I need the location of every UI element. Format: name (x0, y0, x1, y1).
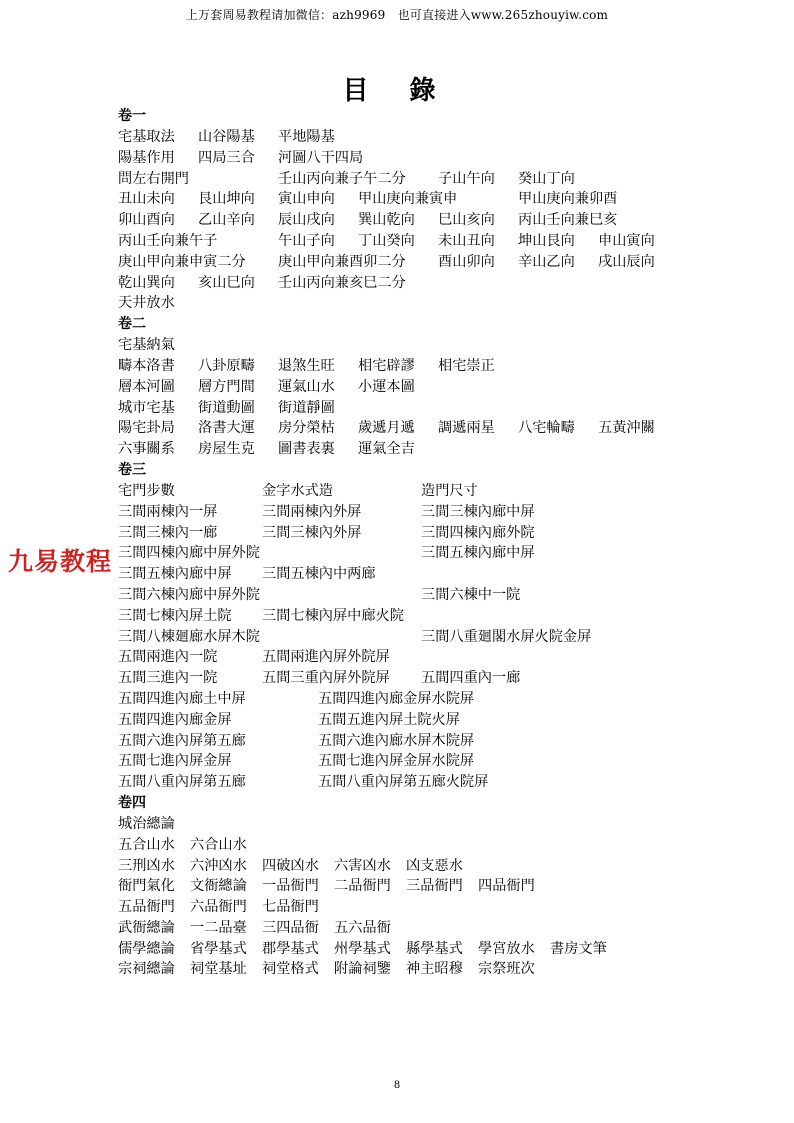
toc-entry: 三刑凶水 (118, 857, 175, 874)
toc-line (118, 502, 738, 523)
toc-entry: 二品衙門 (334, 878, 391, 895)
toc-entry: 五間四進內廊金屏 (118, 711, 232, 728)
toc-line (118, 252, 738, 273)
toc-entry: 五間七進內屏金屏 (118, 753, 232, 770)
volume-heading: 卷一 (118, 108, 146, 124)
toc-entry: 三間七棟內屏中廊火院 (262, 607, 404, 624)
toc-line (118, 731, 738, 752)
toc-entry: 五間四進內廊土中屏 (118, 690, 246, 707)
toc-line (118, 293, 738, 314)
toc-line (118, 377, 738, 398)
toc-entry: 庚山甲向兼申寅二分 (118, 253, 246, 270)
toc-entry: 三間八棟廻廊水屏木院 (118, 628, 260, 645)
toc-entry: 運氣山水 (278, 378, 335, 395)
toc-entry: 戌山辰向 (598, 253, 655, 270)
toc-line (118, 398, 738, 419)
page-number: 8 (393, 1080, 401, 1091)
page-title: 目 錄 (342, 76, 452, 106)
toc-entry: 層本河圖 (118, 378, 175, 395)
toc-entry: 疇本洛書 (118, 357, 175, 374)
toc-entry: 五間三重內屏外院屏 (262, 670, 390, 687)
toc-entry: 子山午向 (438, 170, 495, 187)
toc-entry: 乾山巽向 (118, 274, 175, 291)
toc-entry: 武衙總論 (118, 919, 175, 936)
toc-line (118, 335, 738, 356)
toc-entry: 洛書大運 (198, 420, 255, 437)
toc-entry: 城市宅基 (118, 399, 175, 416)
toc-entry: 天井放水 (118, 295, 175, 312)
toc-entry: 宅基納氣 (118, 337, 175, 354)
toc-line (118, 543, 738, 564)
toc-entry: 五間兩進內一院 (118, 649, 218, 666)
toc-entry: 五間六進內屏第五廊 (118, 732, 246, 749)
toc-entry: 壬山丙向兼子午二分 (278, 170, 406, 187)
toc-entry: 三間六棟中一院 (421, 586, 521, 603)
watermark-text: 九易教程 (8, 542, 112, 578)
toc-entry: 六品衙門 (190, 899, 247, 916)
toc-entry: 一二品臺 (190, 919, 247, 936)
toc-line (118, 148, 738, 169)
toc-entry: 陽宅卦局 (118, 420, 175, 437)
page-header: 上万套周易教程请加微信：azh9969 也可直接进入www.265zhouyiw.com (185, 8, 609, 22)
toc-line (118, 668, 738, 689)
toc-line (118, 939, 738, 960)
toc-entry: 甲山庚向兼卯酉 (518, 191, 618, 208)
toc-entry: 三間三棟內廊中屏 (421, 503, 535, 520)
toc-entry: 四品衙門 (478, 878, 535, 895)
toc-line (118, 418, 738, 439)
toc-entry: 附論祠鑒 (334, 961, 391, 978)
toc-entry: 午山子向 (278, 232, 335, 249)
toc-entry: 相宅辟謬 (358, 357, 415, 374)
table-of-contents (118, 106, 738, 980)
toc-entry: 歲遞月遞 (358, 420, 415, 437)
toc-entry: 縣學基式 (406, 940, 463, 957)
toc-entry: 三間兩棟內一屏 (118, 503, 218, 520)
toc-entry: 三間三棟內一廊 (118, 524, 218, 541)
toc-entry: 三間四棟內廊中屏外院 (118, 545, 260, 562)
toc-entry: 巽山乾向 (358, 212, 415, 229)
toc-entry: 五間八重內屏第五廊 (118, 774, 246, 791)
toc-entry: 郡學基式 (262, 940, 319, 957)
toc-entry: 五間兩進內屏外院屏 (262, 649, 390, 666)
toc-entry: 五間七進內屏金屏水院屏 (318, 753, 475, 770)
toc-line (118, 189, 738, 210)
toc-line (118, 814, 738, 835)
toc-entry: 層方門間 (198, 378, 255, 395)
toc-entry: 五黃沖關 (598, 420, 655, 437)
toc-entry: 山谷陽基 (198, 129, 255, 145)
toc-entry: 小運本圖 (358, 378, 415, 395)
toc-entry: 城治總論 (118, 815, 175, 832)
toc-entry: 儒學總論 (118, 940, 175, 957)
toc-line (118, 876, 738, 897)
toc-line (118, 606, 738, 627)
toc-line (118, 710, 738, 731)
toc-entry: 三間五棟內中两廊 (262, 566, 376, 583)
toc-line (118, 627, 738, 648)
toc-entry: 平地陽基 (278, 129, 335, 145)
toc-line (118, 564, 738, 585)
toc-entry: 凶支惡水 (406, 857, 463, 874)
toc-entry: 調遞兩星 (438, 420, 495, 437)
toc-line (118, 897, 738, 918)
toc-entry: 五合山水 (118, 836, 175, 853)
toc-entry: 八宅輪疇 (518, 420, 575, 437)
toc-line (118, 856, 738, 877)
toc-entry: 六事關系 (118, 441, 175, 458)
toc-entry: 五間四進內廊金屏水院屏 (318, 690, 475, 707)
toc-entry: 州學基式 (334, 940, 391, 957)
toc-entry: 三四品衙 (262, 919, 319, 936)
toc-entry: 丙山壬向兼巳亥 (518, 212, 618, 229)
toc-entry: 酉山卯向 (438, 253, 495, 270)
toc-line (118, 751, 738, 772)
toc-entry: 亥山巳向 (198, 274, 255, 291)
toc-entry: 卯山酉向 (118, 212, 175, 229)
toc-entry: 金字水式造 (262, 482, 333, 499)
toc-entry: 六合山水 (190, 836, 247, 853)
toc-line (118, 523, 738, 544)
toc-entry: 三間五棟內廊中屏 (421, 545, 535, 562)
toc-entry: 河圖八干四局 (278, 149, 364, 166)
toc-entry: 祠堂格式 (262, 961, 319, 978)
toc-line (118, 356, 738, 377)
toc-entry: 運氣全吉 (358, 441, 415, 458)
toc-line (118, 481, 738, 502)
toc-entry: 圖書表裏 (278, 441, 335, 458)
toc-entry: 坤山艮向 (518, 232, 575, 249)
volume-heading: 卷三 (118, 461, 146, 478)
toc-entry: 癸山丁向 (518, 170, 575, 187)
toc-entry: 五間六進內廊水屏木院屏 (318, 732, 475, 749)
toc-entry: 五間三進內一院 (118, 670, 218, 687)
toc-entry: 宅基取法 (118, 129, 175, 145)
toc-entry: 艮山坤向 (198, 191, 255, 208)
toc-entry: 三間六棟內廊中屏外院 (118, 586, 260, 603)
toc-line (118, 772, 738, 793)
toc-entry: 四局三合 (198, 149, 255, 166)
toc-entry: 六害凶水 (334, 857, 391, 874)
toc-entry: 庚山甲向兼酉卯二分 (278, 253, 406, 270)
toc-entry: 三品衙門 (406, 878, 463, 895)
toc-entry: 一品衙門 (262, 878, 319, 895)
toc-entry: 五間五進內屏土院火屏 (318, 711, 460, 728)
toc-entry: 巳山亥向 (438, 212, 495, 229)
toc-line (118, 585, 738, 606)
toc-entry: 寅山申向 (278, 191, 335, 208)
toc-entry: 三間三棟內外屏 (262, 524, 362, 541)
toc-entry: 三間兩棟內外屏 (262, 503, 362, 520)
toc-entry: 丙山壬向兼午子 (118, 232, 218, 249)
toc-entry: 宅門步數 (118, 482, 175, 499)
toc-entry: 三間四棟內廊外院 (421, 524, 535, 541)
volume-heading: 卷二 (118, 316, 146, 333)
toc-line (118, 959, 738, 980)
volume-heading: 卷四 (118, 794, 146, 811)
toc-line (118, 439, 738, 460)
toc-entry: 祠堂基址 (190, 961, 247, 978)
toc-entry: 房屋生克 (198, 441, 255, 458)
toc-entry: 省學基式 (190, 940, 247, 957)
toc-entry: 申山寅向 (598, 232, 655, 249)
toc-entry: 神主昭穆 (406, 961, 463, 978)
toc-entry: 陽基作用 (118, 149, 175, 166)
toc-entry: 衙門氣化 (118, 878, 175, 895)
toc-entry: 三間八重廻閣水屏火院金屏 (421, 628, 592, 645)
toc-entry: 未山丑向 (438, 232, 495, 249)
toc-entry: 退煞生旺 (278, 357, 335, 374)
toc-line (118, 918, 738, 939)
toc-entry: 乙山辛向 (198, 212, 255, 229)
toc-entry: 八卦原疇 (198, 357, 255, 374)
toc-entry: 六沖凶水 (190, 857, 247, 874)
toc-entry: 學宮放水 (478, 940, 535, 957)
toc-entry: 相宅崇正 (438, 357, 495, 374)
toc-entry: 文衙總論 (190, 878, 247, 895)
toc-entry: 壬山丙向兼亥巳二分 (278, 274, 406, 291)
toc-entry: 五品衙門 (118, 899, 175, 916)
toc-entry: 宗祠總論 (118, 961, 175, 978)
toc-entry: 五間四重內一廊 (421, 670, 521, 687)
toc-entry: 辰山戌向 (278, 212, 335, 229)
toc-entry: 宗祭班次 (478, 961, 535, 978)
toc-entry: 街道靜圖 (278, 399, 335, 416)
toc-entry: 丑山未向 (118, 191, 175, 208)
toc-line (118, 689, 738, 710)
toc-line (118, 835, 738, 856)
toc-line (118, 169, 738, 190)
toc-entry: 五間八重內屏第五廊火院屏 (318, 774, 489, 791)
toc-line (118, 647, 738, 668)
toc-entry: 七品衙門 (262, 899, 319, 916)
toc-entry: 三間七棟內屏土院 (118, 607, 232, 624)
toc-line (118, 231, 738, 252)
toc-entry: 丁山癸向 (358, 232, 415, 249)
toc-entry: 造門尺寸 (421, 482, 478, 499)
toc-entry: 甲山庚向兼寅申 (358, 191, 458, 208)
toc-line (118, 127, 738, 148)
toc-line (118, 273, 738, 294)
toc-entry: 房分榮枯 (278, 420, 335, 437)
toc-entry: 四破凶水 (262, 857, 319, 874)
toc-line (118, 210, 738, 231)
toc-entry: 五六品衙 (334, 919, 391, 936)
toc-entry: 問左右開門 (118, 170, 189, 187)
toc-entry: 街道動圖 (198, 399, 255, 416)
toc-entry: 書房文筆 (550, 940, 607, 957)
toc-entry: 辛山乙向 (518, 253, 575, 270)
toc-entry: 三間五棟內廊中屏 (118, 566, 232, 583)
